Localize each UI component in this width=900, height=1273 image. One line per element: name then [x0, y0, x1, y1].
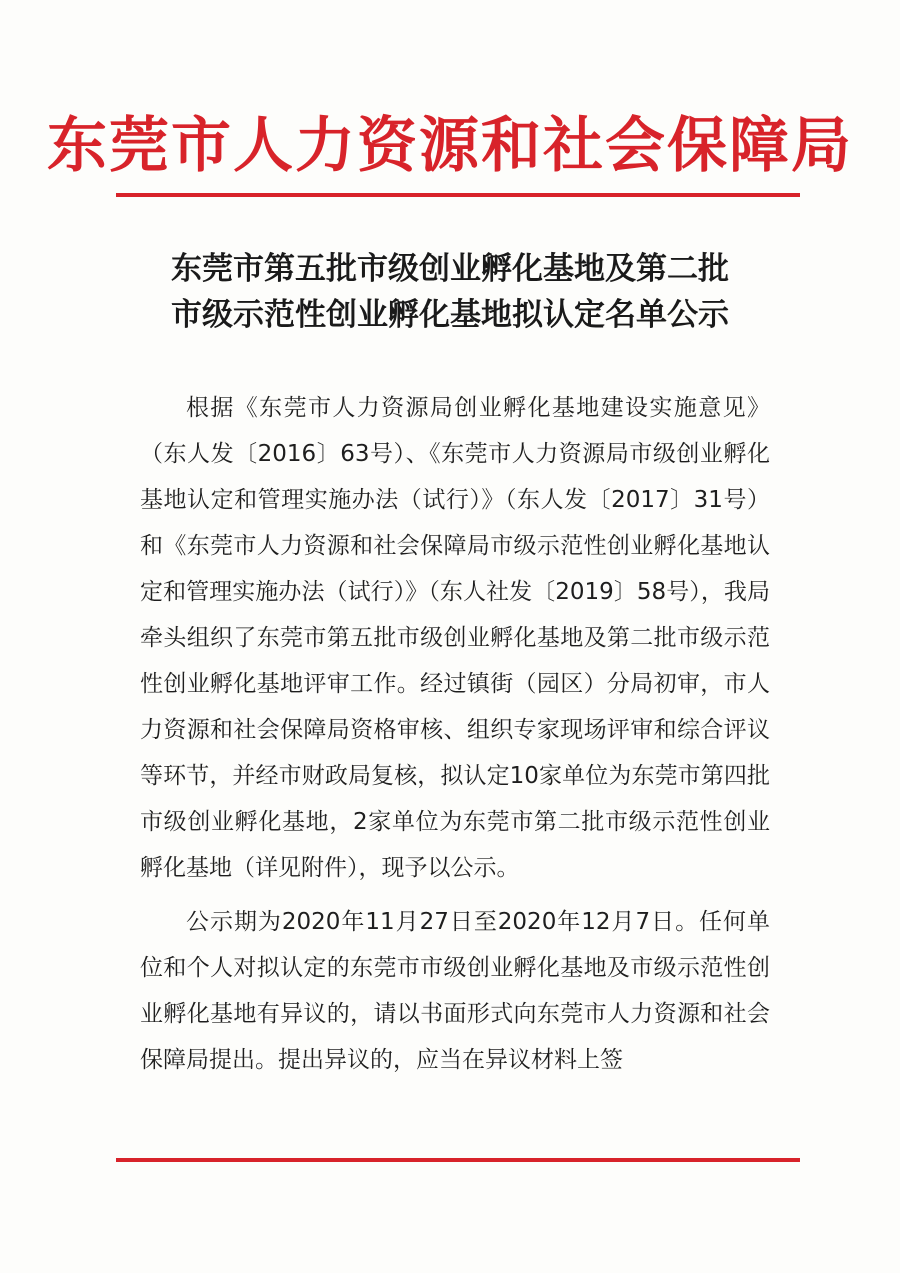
document-title — [120, 246, 780, 338]
title-line-2: 市级示范性创业孵化基地拟认定名单公示 — [171, 297, 729, 333]
body-paragraph-1: 根据《东莞市人力资源局创业孵化基地建设实施意见》（东人发〔2016〕63号）、《东莞市人力资源局市级创业孵化基地认定和管理实施办法（试行）》（东人发〔2017〕31号）和《东莞市人力资源和社会保障局市级示范性创业孵化基地认定和管理实施办法（试行）》（东人社发〔2019〕58号），我局牵头组织了东莞市第五批市级创业孵化基地及第二批市级示范性创业孵化基地评审工作。经过镇街（园区）分局初审，市人力资源和社会保障局资格审核、组织专家现场评审和综合评议等环节，并经市财政局复核，拟认定10家单位为东莞市第四批市级创业孵化基地，2家单位为东莞市第二批市级示范性创业孵化基地（详见附件），现予以公示。 — [140, 395, 770, 881]
issuer-masthead: 东莞市人力资源和社会保障局 — [47, 111, 853, 181]
title-line-1: 东莞市第五批市级创业孵化基地及第二批 — [171, 251, 729, 287]
footer-red-rule — [116, 1158, 800, 1162]
body-paragraph-2: 公示期为2020年11月27日至2020年12月7日。任何单位和个人对拟认定的东莞市市级创业孵化基地及市级示范性创业孵化基地有异议的，请以书面形式向东莞市人力资源和社会保障局提出。提出异议的，应当在异议材料上签 — [140, 909, 770, 1073]
masthead-red-rule — [116, 193, 800, 197]
document-body — [140, 385, 770, 1083]
